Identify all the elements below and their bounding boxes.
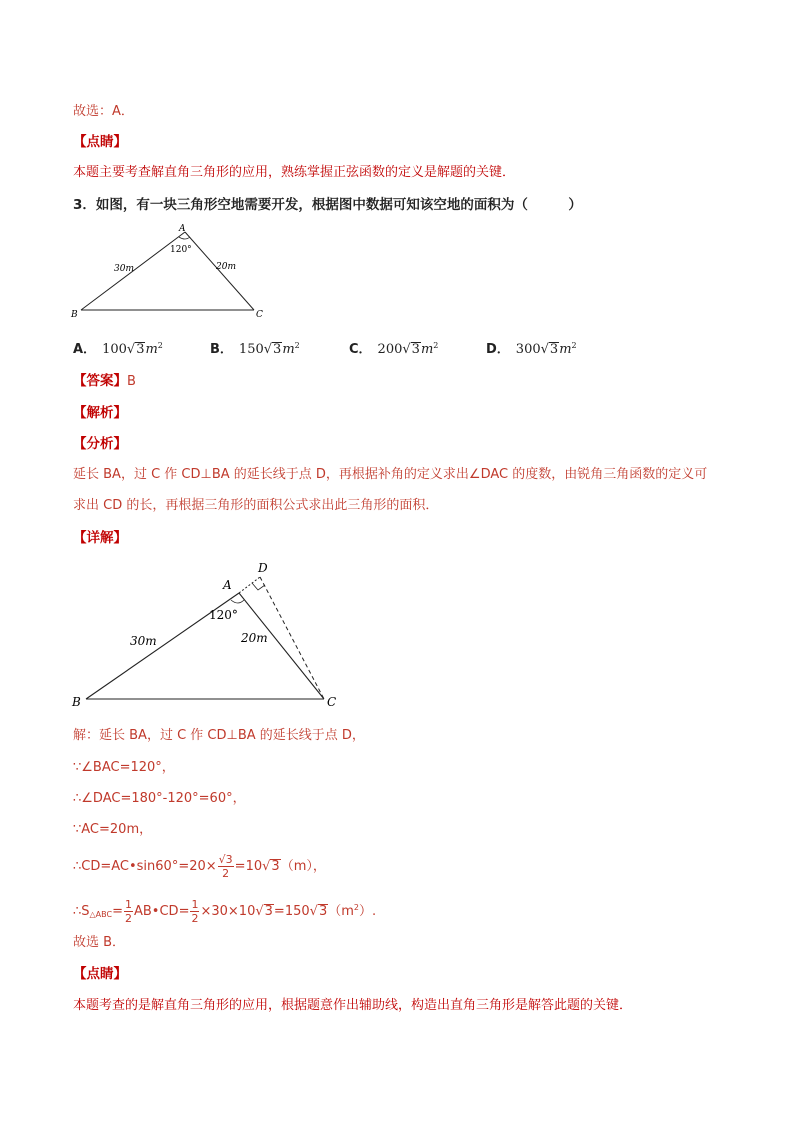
step5-mid: =10 — [234, 859, 263, 874]
step6-frac2-num: 1 — [191, 898, 199, 911]
vertex-a-label: A — [179, 224, 186, 234]
answer-value: B — [127, 374, 136, 389]
option-d-label: D． — [486, 342, 510, 357]
step6-radicand-1: 3 — [264, 904, 273, 919]
option-c[interactable]: C． $200√3m^2$ — [349, 341, 439, 357]
analysis-header: 【解析】 — [73, 405, 127, 421]
question-text: 3．如图，有一块三角形空地需要开发，根据图中数据可知该空地的面积为（ ） — [73, 197, 582, 213]
step6-unit-close: ）. — [358, 904, 377, 919]
step6-mid2: ×30×10 — [200, 904, 256, 919]
step5-frac-num: √3 — [218, 853, 233, 866]
detail-vertex-d-label: D — [258, 561, 268, 575]
step6-eq: = — [112, 904, 123, 919]
option-d-radicand: 3 — [549, 342, 559, 357]
option-d-exp: 2 — [571, 341, 577, 350]
option-b-radicand: 3 — [273, 342, 282, 357]
option-c-exp: 2 — [433, 341, 439, 350]
step6-subscript: △ABC — [89, 910, 113, 919]
step5-prefix: ∴CD=AC•sin60°=20× — [73, 859, 217, 874]
detail-vertex-c-label: C — [327, 695, 337, 709]
side-ac-label: 20m — [216, 262, 236, 272]
analysis-line-2: 求出 CD 的长，再根据三角形的面积公式求出此三角形的面积． — [73, 498, 439, 513]
detail-side-ab-label: 30m — [130, 634, 157, 648]
option-b[interactable]: B． $150√3m^2$ — [210, 341, 300, 357]
option-c-label: C． — [349, 342, 372, 357]
step6-mid3: =150 — [273, 904, 310, 919]
step6-unit-exp: 2 — [353, 903, 359, 912]
option-a[interactable]: A． $100√3m^2$ — [73, 341, 163, 357]
analysis-subheader: 【分析】 — [73, 436, 127, 452]
detail-triangle-figure — [66, 556, 356, 716]
vertex-c-label: C — [256, 310, 263, 320]
step6-fraction-2 — [190, 898, 199, 925]
step6-frac2-den: 2 — [191, 912, 199, 925]
step6-frac1-den: 2 — [125, 912, 132, 925]
detail-step-6: $\therefore S_{\triangle ABC}=$ $\frac{1}{2}$ AB•CD= $\frac{1}{2}$ $\times 30\times 10√3=150√3(m^2)$. — [73, 898, 377, 925]
option-d[interactable]: D． $300√3m^2$ — [486, 341, 577, 357]
detail-step-2: ∵∠BAC=120°， — [73, 760, 175, 775]
detail-conclusion: 故选 B． — [73, 935, 126, 950]
option-b-coef: 150 — [238, 342, 264, 357]
step5-radicand: 3 — [271, 859, 280, 874]
review-text-top: 本题主要考查解直角三角形的应用，熟练掌握正弦函数的定义是解题的关键． — [73, 165, 516, 180]
option-b-unit: m — [282, 342, 295, 357]
detail-step-5: ∴CD=AC•sin60°=20× $\frac{√3}{2}$ =10√3（m）， — [73, 853, 326, 880]
detail-header: 【详解】 — [73, 530, 127, 546]
side-ab-label: 30m — [114, 264, 134, 274]
step6-frac1-num: 1 — [125, 898, 132, 911]
step6-mid1: AB•CD= — [134, 904, 190, 919]
step6-fraction-1 — [124, 898, 133, 925]
option-a-coef: 100 — [102, 342, 127, 357]
review-header-top: 【点睛】 — [73, 134, 127, 150]
option-b-label: B． — [210, 342, 233, 357]
option-c-unit: m — [420, 342, 434, 357]
detail-vertex-a-label: A — [223, 578, 232, 592]
detail-step-4: ∵AC=20m， — [73, 822, 153, 837]
review-text-bottom: 本题考查的是解直角三角形的应用，根据题意作出辅助线，构造出直角三角形是解答此题的关键． — [73, 998, 633, 1013]
step6-radicand-2: 3 — [318, 904, 328, 919]
detail-step-1: 解：延长 BA，过 C 作 CD⊥BA 的延长线于点 D， — [73, 728, 365, 743]
option-d-unit: m — [559, 342, 572, 357]
detail-step-3: ∴∠DAC=180°-120°=60°， — [73, 791, 246, 806]
option-c-radicand: 3 — [411, 342, 420, 357]
option-b-exp: 2 — [294, 341, 300, 350]
option-a-unit: m — [145, 342, 158, 357]
detail-angle-label: 120° — [209, 608, 238, 622]
analysis-line-1: 延长 BA，过 C 作 CD⊥BA 的延长线于点 D，再根据补角的定义求出∠DAC 的度数，由锐角三角函数的定义可 — [73, 467, 708, 482]
review-header-bottom: 【点睛】 — [73, 966, 127, 982]
option-a-exp: 2 — [157, 341, 163, 350]
step5-suffix: （m）， — [280, 859, 326, 874]
question-triangle-figure — [66, 222, 276, 322]
step6-prefix: ∴S — [73, 904, 90, 919]
option-a-label: A． — [73, 342, 97, 357]
angle-label: 120° — [170, 245, 192, 255]
detail-side-ac-label: 20m — [241, 631, 268, 645]
step6-unit-open: （m — [328, 904, 354, 919]
step5-frac-den: 2 — [222, 867, 230, 880]
answer-line — [73, 372, 136, 391]
answer-header: 【答案】 — [73, 373, 127, 389]
option-c-coef: 200 — [377, 342, 403, 357]
step5-fraction — [218, 853, 234, 880]
option-d-coef: 300 — [515, 342, 541, 357]
detail-vertex-b-label: B — [72, 695, 81, 709]
option-a-radicand: 3 — [136, 342, 145, 357]
previous-answer: 故选：A． — [73, 104, 134, 119]
vertex-b-label: B — [71, 310, 78, 320]
